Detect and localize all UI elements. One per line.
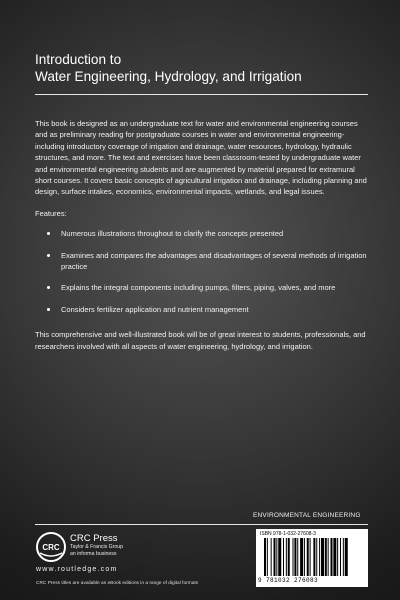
- ebook-note: CRC Press titles are available as eBook editions in a range of digital formats: [36, 581, 199, 586]
- back-cover-text: [35, 118, 368, 352]
- crc-press-logo-icon: [36, 532, 66, 562]
- publisher-website: www.routledge.com: [36, 566, 118, 573]
- features-heading: Features:: [35, 208, 67, 218]
- bottom-divider: [35, 524, 368, 525]
- feature-item: Numerous illustrations throughout to clarify the concepts presented: [35, 228, 368, 239]
- feature-item: Examines and compares the advantages and disadvantages of several methods of irrigation practice: [35, 250, 368, 273]
- publisher-name: CRC Press: [70, 533, 118, 544]
- logo-text: CRC: [42, 543, 60, 552]
- title-line-2: Water Engineering, Hydrology, and Irrigation: [35, 69, 302, 84]
- isbn-barcode: [256, 529, 368, 587]
- book-title: [35, 51, 375, 85]
- isbn-label: ISBN 978-1-032-27608-3: [260, 531, 316, 537]
- title-line-1: Introduction to: [35, 52, 122, 67]
- feature-item: Considers fertilizer application and nutrient management: [35, 304, 368, 315]
- closing-paragraph: This comprehensive and well-illustrated book will be of great interest to students, professionals, and researchers involved with all aspects of water engineering, hydrology, and irrigation.: [35, 330, 366, 351]
- features-list: [35, 228, 368, 315]
- publisher-group: Taylor & Francis Group: [70, 544, 124, 550]
- barcode-digits: 9 781032 276083: [258, 577, 319, 584]
- description-paragraph: This book is designed as an undergraduate text for water and environmental engineering courses and as preliminary reading for postgraduate courses in water and environmental engineering- including introductory coverage of irrigation and drainage, water resources, hydrology, hydraulic structures, and more. The text and exercises have been classroom-tested by undergraduate water and environmental engineering students and are augmented by material prepared for extramural short courses. It covers basic concepts of agricultural irrigation and drainage, including planning and design, surface intakes, economics, environmental impacts, wetlands, and legal issues.: [35, 119, 367, 197]
- publisher-block: [70, 533, 123, 557]
- series-label: ENVIRONMENTAL ENGINEERING: [253, 512, 361, 519]
- title-divider: [35, 94, 368, 95]
- publisher-business: an informa business: [70, 550, 117, 557]
- barcode-bars-icon: [264, 538, 360, 576]
- feature-item: Explains the integral components including pumps, filters, piping, valves, and more: [35, 282, 368, 293]
